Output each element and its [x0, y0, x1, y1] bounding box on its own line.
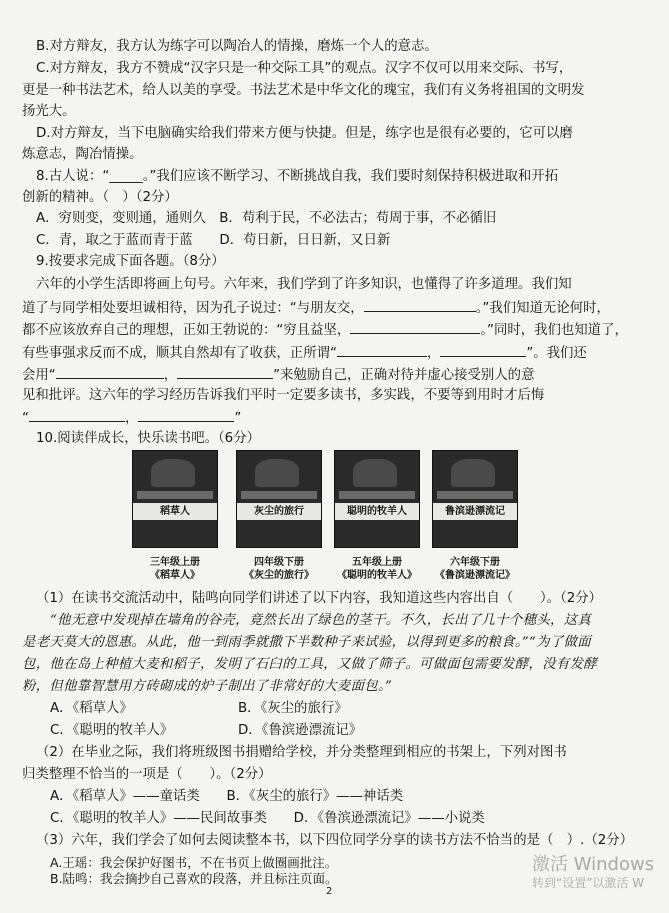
question-10-2-options: A．《稻草人》——童话类 B．《灰尘的旅行》——神话类: [50, 789, 404, 804]
cover-band: [137, 491, 213, 499]
cover-title: 灰尘的旅行: [237, 503, 321, 520]
question-9-text: 道了与同学相处要坦诚相待，因为孔子说过：“与朋友交， 。”我们知道无论何时，: [22, 298, 610, 318]
cover-title: 稻草人: [133, 503, 217, 520]
question-9-heading: 9.按要求完成下面各题。（8分）: [36, 254, 225, 269]
question-9-text: 六年的小学生活即将画上句号。六年来，我们学到了许多知识，也懂得了许多道理。我们知: [36, 277, 572, 292]
passage-line: 包，他在岛上种植大麦和稻子，发明了石臼的工具，又做了筛子。可做面包需要发酵，没有发酵: [22, 657, 598, 672]
cover-band: [437, 491, 513, 499]
cover-band: [339, 491, 415, 499]
question-9-text: 见和批评。这六年的学习经历告诉我们平时一定要多读书，多实践，不要等到用时才后悔: [22, 388, 545, 403]
book-covers: [0, 450, 669, 581]
option-c-line: 更是一种书法艺术，给人以美的享受。书法艺术是中华文化的瑰宝，我们有义务将祖国的文明发: [22, 83, 585, 98]
windows-activation-watermark: 激活 Windows: [532, 854, 655, 875]
question-10-3-option-b: B.陆鸣：我会摘抄自己喜欢的段落，并且标注页面。: [50, 871, 338, 886]
windows-activation-hint: 转到“设置”以激活 W: [532, 876, 645, 890]
book-caption-3: 五年级上册 《聪明的牧羊人》: [337, 557, 417, 581]
question-9-text: “ ， ”: [22, 408, 241, 428]
answer-blank[interactable]: [440, 343, 526, 357]
book-cover-1: [132, 450, 218, 548]
option-a: A．《稻草人》: [50, 701, 133, 716]
book-cover-2: [236, 450, 322, 548]
option-c-line: 扬光大。: [22, 104, 76, 119]
answer-blank[interactable]: [138, 408, 234, 422]
book-cover-3: [334, 450, 420, 548]
cover-band: [241, 491, 317, 499]
question-10-2: 归类整理不恰当的一项是（ ）。（2分）: [22, 767, 272, 782]
question-8-options: A．穷则变，变则通，通则久 B．苟利于民，不必法古；苟周于事，不必循旧: [36, 211, 497, 226]
cover-illustration: [151, 459, 195, 487]
question-10-2: （2）在毕业之际，我们将班级图书捐赠给学校，并分类整理到相应的书架上，下列对图书: [36, 745, 567, 760]
option-c-line: C.对方辩友，我方不赞成“汉字只是一种交际工具”的观点。汉字不仅可以用来交际、书写，: [36, 61, 573, 76]
question-8-options: C．青，取之于蓝而青于蓝 D．苟日新，日日新，又日新: [36, 233, 391, 248]
question-9-text: 会用“ ， ”来勉励自己，正确对待并虚心接受别人的意: [22, 365, 534, 385]
cover-illustration: [451, 459, 495, 487]
cover-illustration: [353, 459, 397, 487]
question-8: 创新的精神。（ ）（2分）: [22, 190, 178, 205]
option-b: B．《灰尘的旅行》: [238, 701, 348, 716]
passage-line: 是老天莫大的恩惠。从此，他一到雨季就撒下半数种子来试验，以得到更多的粮食。”“为了做面: [22, 635, 591, 650]
option-d: D．《鲁滨逊漂流记》: [238, 723, 363, 738]
book-caption-4: 六年级下册 《鲁滨逊漂流记》: [435, 557, 515, 581]
option-d-line: 炼意志，陶冶情操。: [22, 147, 143, 162]
question-10-2-options: C．《聪明的牧羊人》——民间故事类 D．《鲁滨逊漂流记》——小说类: [50, 811, 485, 826]
answer-blank[interactable]: [350, 320, 480, 334]
question-9-text: 都不应该放弃自己的理想，正如王勃说的：“穷且益坚， 。”同时，我们也知道了，: [22, 320, 628, 340]
cover-title: 聪明的牧羊人: [335, 503, 419, 520]
answer-blank[interactable]: [177, 365, 273, 379]
answer-blank[interactable]: [337, 343, 427, 357]
passage-line: 粉，但他靠智慧用方砖砌成的炉子制出了非常好的大麦面包。”: [22, 679, 393, 694]
answer-blank[interactable]: [29, 408, 125, 422]
answer-blank[interactable]: [364, 298, 476, 312]
book-caption-2: 四年级下册 《灰尘的旅行》: [244, 557, 314, 581]
passage-line: “他无意中发现掉在墙角的谷壳，竟然长出了绿色的茎干。不久，长出了几十个穗头，这真: [50, 613, 592, 628]
question-10-1: （1）在读书交流活动中，陆鸣向同学们讲述了以下内容，我知道这些内容出自（ ）。（2分）: [36, 591, 603, 606]
question-10-heading: 10.阅读伴成长，快乐读书吧。（6分）: [36, 431, 260, 446]
option-d-line: D.对方辩友，当下电脑确实给我们带来方便与快捷。但是，练字也是很有必要的，它可以磨: [36, 126, 573, 141]
page-number: 2: [326, 886, 333, 897]
question-9-text: 有些事强求反而不成，顺其自然却有了收获，正所谓“ ， ”。我们还: [22, 343, 587, 363]
cover-title: 鲁滨逊漂流记: [433, 503, 517, 520]
question-10-3: （3）六年，我们学会了如何去阅读整本书，以下四位同学分享的读书方法不恰当的是（ ）.（2分）: [36, 833, 634, 848]
question-10-3-option-a: A.王瑶：我会保护好图书，不在书页上做圈画批注。: [50, 855, 338, 870]
book-cover-4: [432, 450, 518, 548]
option-c: C．《聪明的牧羊人》: [50, 723, 174, 738]
option-8b-prev: B.对方辩友，我方认为练字可以陶冶人的情操，磨炼一个人的意志。: [36, 39, 438, 54]
cover-illustration: [255, 459, 299, 487]
book-caption-1: 三年级上册 《稻草人》: [150, 557, 200, 581]
answer-blank[interactable]: [56, 365, 164, 379]
question-8: 8.古人说：“_____。”我们应该不断学习、不断挑战自我，我们要时刻保持积极进取和开拓: [36, 169, 559, 184]
